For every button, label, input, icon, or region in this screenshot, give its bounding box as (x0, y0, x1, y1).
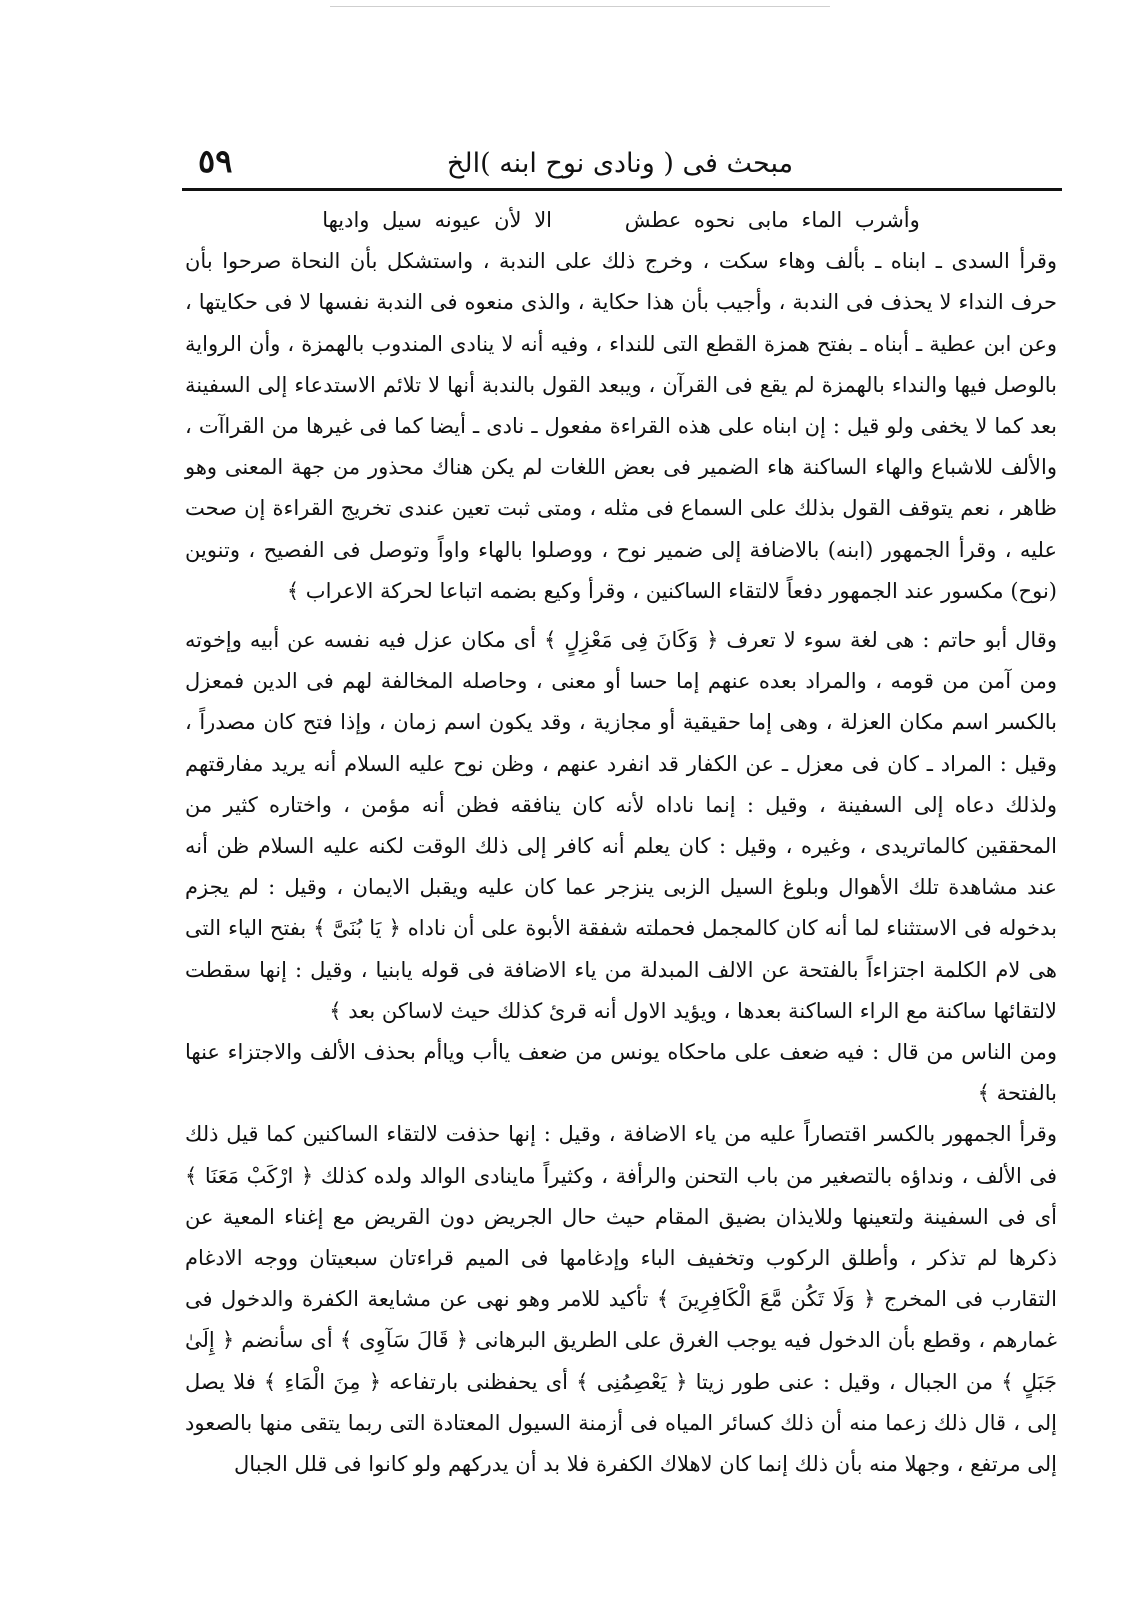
paragraph-yunus: ومن الناس من قال : فيه ضعف على ماحكاه يونس من ضعف ياأب وياأم بحذف الألف والاجتزاء عنها بالفتحة ﴾ (185, 1040, 1057, 1106)
top-edge-rule (330, 6, 830, 7)
page-header (180, 140, 1060, 190)
paragraph-mazil: وقال أبو حاتم : هى لغة سوء لا تعرف ﴿ وَكَانَ فِى مَعْزِلٍ ﴾ أى مكان عزل فيه نفسه عن أبيه وإخوته ومن آمن من قومه ، والمراد بعده عنهم إما حسا أو معنى ، وحاصله المخالفة لهم فى الدين فمعزل بالكسر اسم مكان العزلة ، وهى إما حقيقية أو مجازية ، وقد يكون اسم زمان ، وإذا فتح كان مصدراً ، وقيل : المراد ـ كان فى معزل ـ عن الكفار قد انفرد عنهم ، وظن نوح عليه السلام أنه يريد مفارقتهم ولذلك دعاه إلى السفينة ، وقيل : إنما ناداه لأنه كان ينافقه فظن أنه مؤمن ، واختاره كثير من المحققين كالماتريدى ، وغيره ، وقيل : كان يعلم أنه كافر إلى ذلك الوقت لكنه عليه السلام ظن أنه عند مشاهدة تلك الأهوال وبلوغ السيل الزبى ينزجر عما كان عليه ويقبل الايمان ، وقيل : لم يجزم بدخوله فى الاستثناء لما أنه كان كالمجمل فحملته شفقة الأبوة على أن ناداه ﴿ يَا بُنَىَّ ﴾ بفتح الياء التى هى لام الكلمة اجتزاءاً بالفتحة عن الالف المبدلة من ياء الاضافة فى قوله يابنيا ، وقيل : إنها سقطت لالتقائها ساكنة مع الراء الساكنة بعدها ، ويؤيد الاول أنه قرئ كذلك حيث لاساكن بعد ﴾ (185, 628, 1057, 1023)
page-body (185, 200, 1057, 1485)
header-divider (182, 188, 1062, 191)
poetry-verse (185, 200, 1057, 241)
paragraph-gap (185, 612, 1057, 620)
paragraph-qiraat: وقرأ السدى ـ ابناه ـ بألف وهاء سكت ، وخرج ذلك على الندبة ، واستشكل بأن النحاة صرحوا بأن حرف النداء لا يحذف فى الندبة ، وأجيب بأن هذا حكاية ، والذى منعوه فى الندبة نفسها لا فى حكايتها ، وعن ابن عطية ـ أبناه ـ بفتح همزة القطع التى للنداء ، وفيه أنه لا ينادى المندوب بالهمزة ، وأن الرواية بالوصل فيها والنداء بالهمزة لم يقع فى القرآن ، ويبعد القول بالندبة أنها لا تلائم الاستدعاء إلى السفينة بعد كما لا يخفى ولو قيل : إن ابناه على هذه القراءة مفعول ـ نادى ـ أيضا كما فى غيرها من القراآت ، والألف للاشباع والهاء الساكنة هاء الضمير فى بعض اللغات لم يكن هناك محذور من جهة المعنى وهو ظاهر ، نعم يتوقف القول بذلك على السماع فى مثله ، ومتى ثبت تعين عندى تخريج القراءة إن صحت عليه ، وقرأ الجمهور (ابنه) بالاضافة إلى ضمير نوح ، ووصلوا بالهاء واواً وتوصل فى الفصيح ، وتنوين (نوح) مكسور عند الجمهور دفعاً لالتقاء الساكنين ، وقرأ وكيع بضمه اتباعا لحركة الاعراب ﴾ (185, 249, 1057, 603)
paragraph-jumhur: وقرأ الجمهور بالكسر اقتصاراً عليه من ياء الاضافة ، وقيل : إنها حذفت لالتقاء الساكنين كما قيل ذلك فى الألف ، ونداؤه بالتصغير من باب التحنن والرأفة ، وكثيراً ماينادى الوالد ولده كذلك ﴿ ارْكَبْ مَعَنَا ﴾ أى فى السفينة ولتعينها وللايذان بضيق المقام حيث حال الجريض دون القريض مع إغناء المعية عن ذكرها لم تذكر ، وأطلق الركوب وتخفيف الباء وإدغامها فى الميم قراءتان سبعيتان ووجه الادغام التقارب فى المخرج ﴿ وَلَا تَكُن مَّعَ الْكَافِرِينَ ﴾ تأكيد للامر وهو نهى عن مشايعة الكفرة والدخول فى غمارهم ، وقطع بأن الدخول فيه يوجب الغرق على الطريق البرهانى ﴿ قَالَ سَآوِى ﴾ أى سأنضم ﴿ إِلَىٰ جَبَلٍ ﴾ من الجبال ، وقيل : عنى طور زيتا ﴿ يَعْصِمُنِى ﴾ أى يحفظنى بارتفاعه ﴿ مِنَ الْمَاءِ ﴾ فلا يصل إلى ، قال ذلك زعما منه أن ذلك كسائر المياه فى أزمنة السيول المعتادة التى ربما يتقى منها بالصعود إلى مرتفع ، وجهلا منه بأن ذلك إنما كان لاهلاك الكفرة فلا بد أن يدركهم ولو كانوا فى قلل الجبال (185, 1122, 1057, 1477)
page-number: ٥٩ (198, 142, 233, 180)
verse-hemistich-second: الا لأن عيونه سيل واديها (322, 208, 553, 232)
running-title: مبحث فى ( ونادى نوح ابنه )الخ (446, 148, 794, 179)
verse-hemistich-first: وأشرب الماء مابى نحوه عطش (624, 208, 920, 232)
